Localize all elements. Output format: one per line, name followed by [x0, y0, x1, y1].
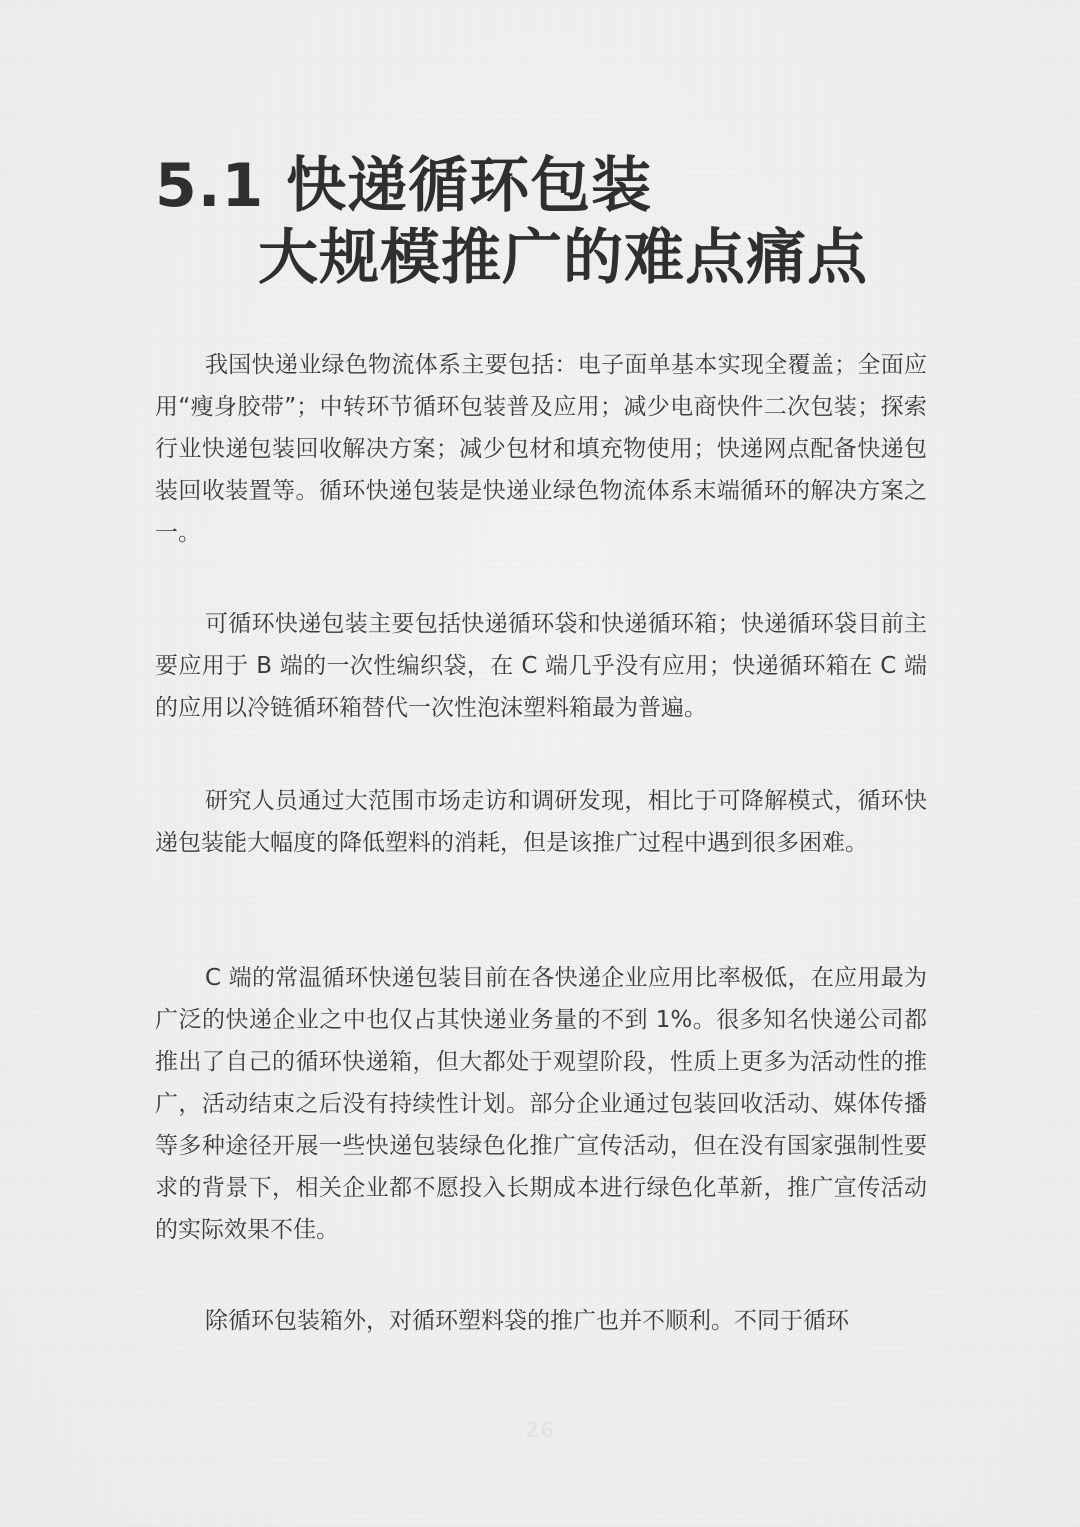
paragraph-recyclable-packaging-types: 可循环快递包装主要包括快递循环袋和快递循环箱；快递循环袋目前主要应用于 B 端的一次性编织袋，在 C 端几乎没有应用；快递循环箱在 C 端的应用以冷链循环箱替代一次性泡沫塑料箱最为普遍。 — [155, 611, 927, 721]
section-title-line-2: 大规模推广的难点痛点 — [258, 223, 868, 293]
paragraph-green-logistics: 我国快递业绿色物流体系主要包括：电子面单基本实现全覆盖；全面应用“瘦身胶带”；中转环节循环包装普及应用；减少电商快件二次包装；探索行业快递包装回收解决方案；减少包材和填充物使用；快递网点配备快递包装回收装置等。循环快递包装是快递业绿色物流体系末端循环的解决方案之一。 — [155, 352, 927, 546]
paragraph-c-end-adoption: C 端的常温循环快递包装目前在各快递企业应用比率极低，在应用最为广泛的快递企业之中也仅占其快递业务量的不到 1%。很多知名快递公司都推出了自己的循环快递箱，但大都处于观望阶段，性质上更多为活动性的推广，活动结束之后没有持续性计划。部分企业通过包装回收活动、媒体传播等多种途径开展一些快递包装绿色化推广宣传活动，但在没有国家强制性要求的背景下，相关企业都不愿投入长期成本进行绿色化革新，推广宣传活动的实际效果不佳。 — [155, 965, 927, 1243]
paragraph-research-findings: 研究人员通过大范围市场走访和调研发现，相比于可降解模式，循环快递包装能大幅度的降低塑料的消耗，但是该推广过程中遇到很多困难。 — [155, 788, 927, 856]
section-title-line-1: 5.1 快递循环包装 — [155, 151, 653, 221]
paragraph-recyclable-bags: 除循环包装箱外，对循环塑料袋的推广也并不顺利。不同于循环 — [205, 1308, 849, 1334]
page-number: 26 — [525, 1418, 555, 1442]
section-title — [155, 150, 868, 294]
